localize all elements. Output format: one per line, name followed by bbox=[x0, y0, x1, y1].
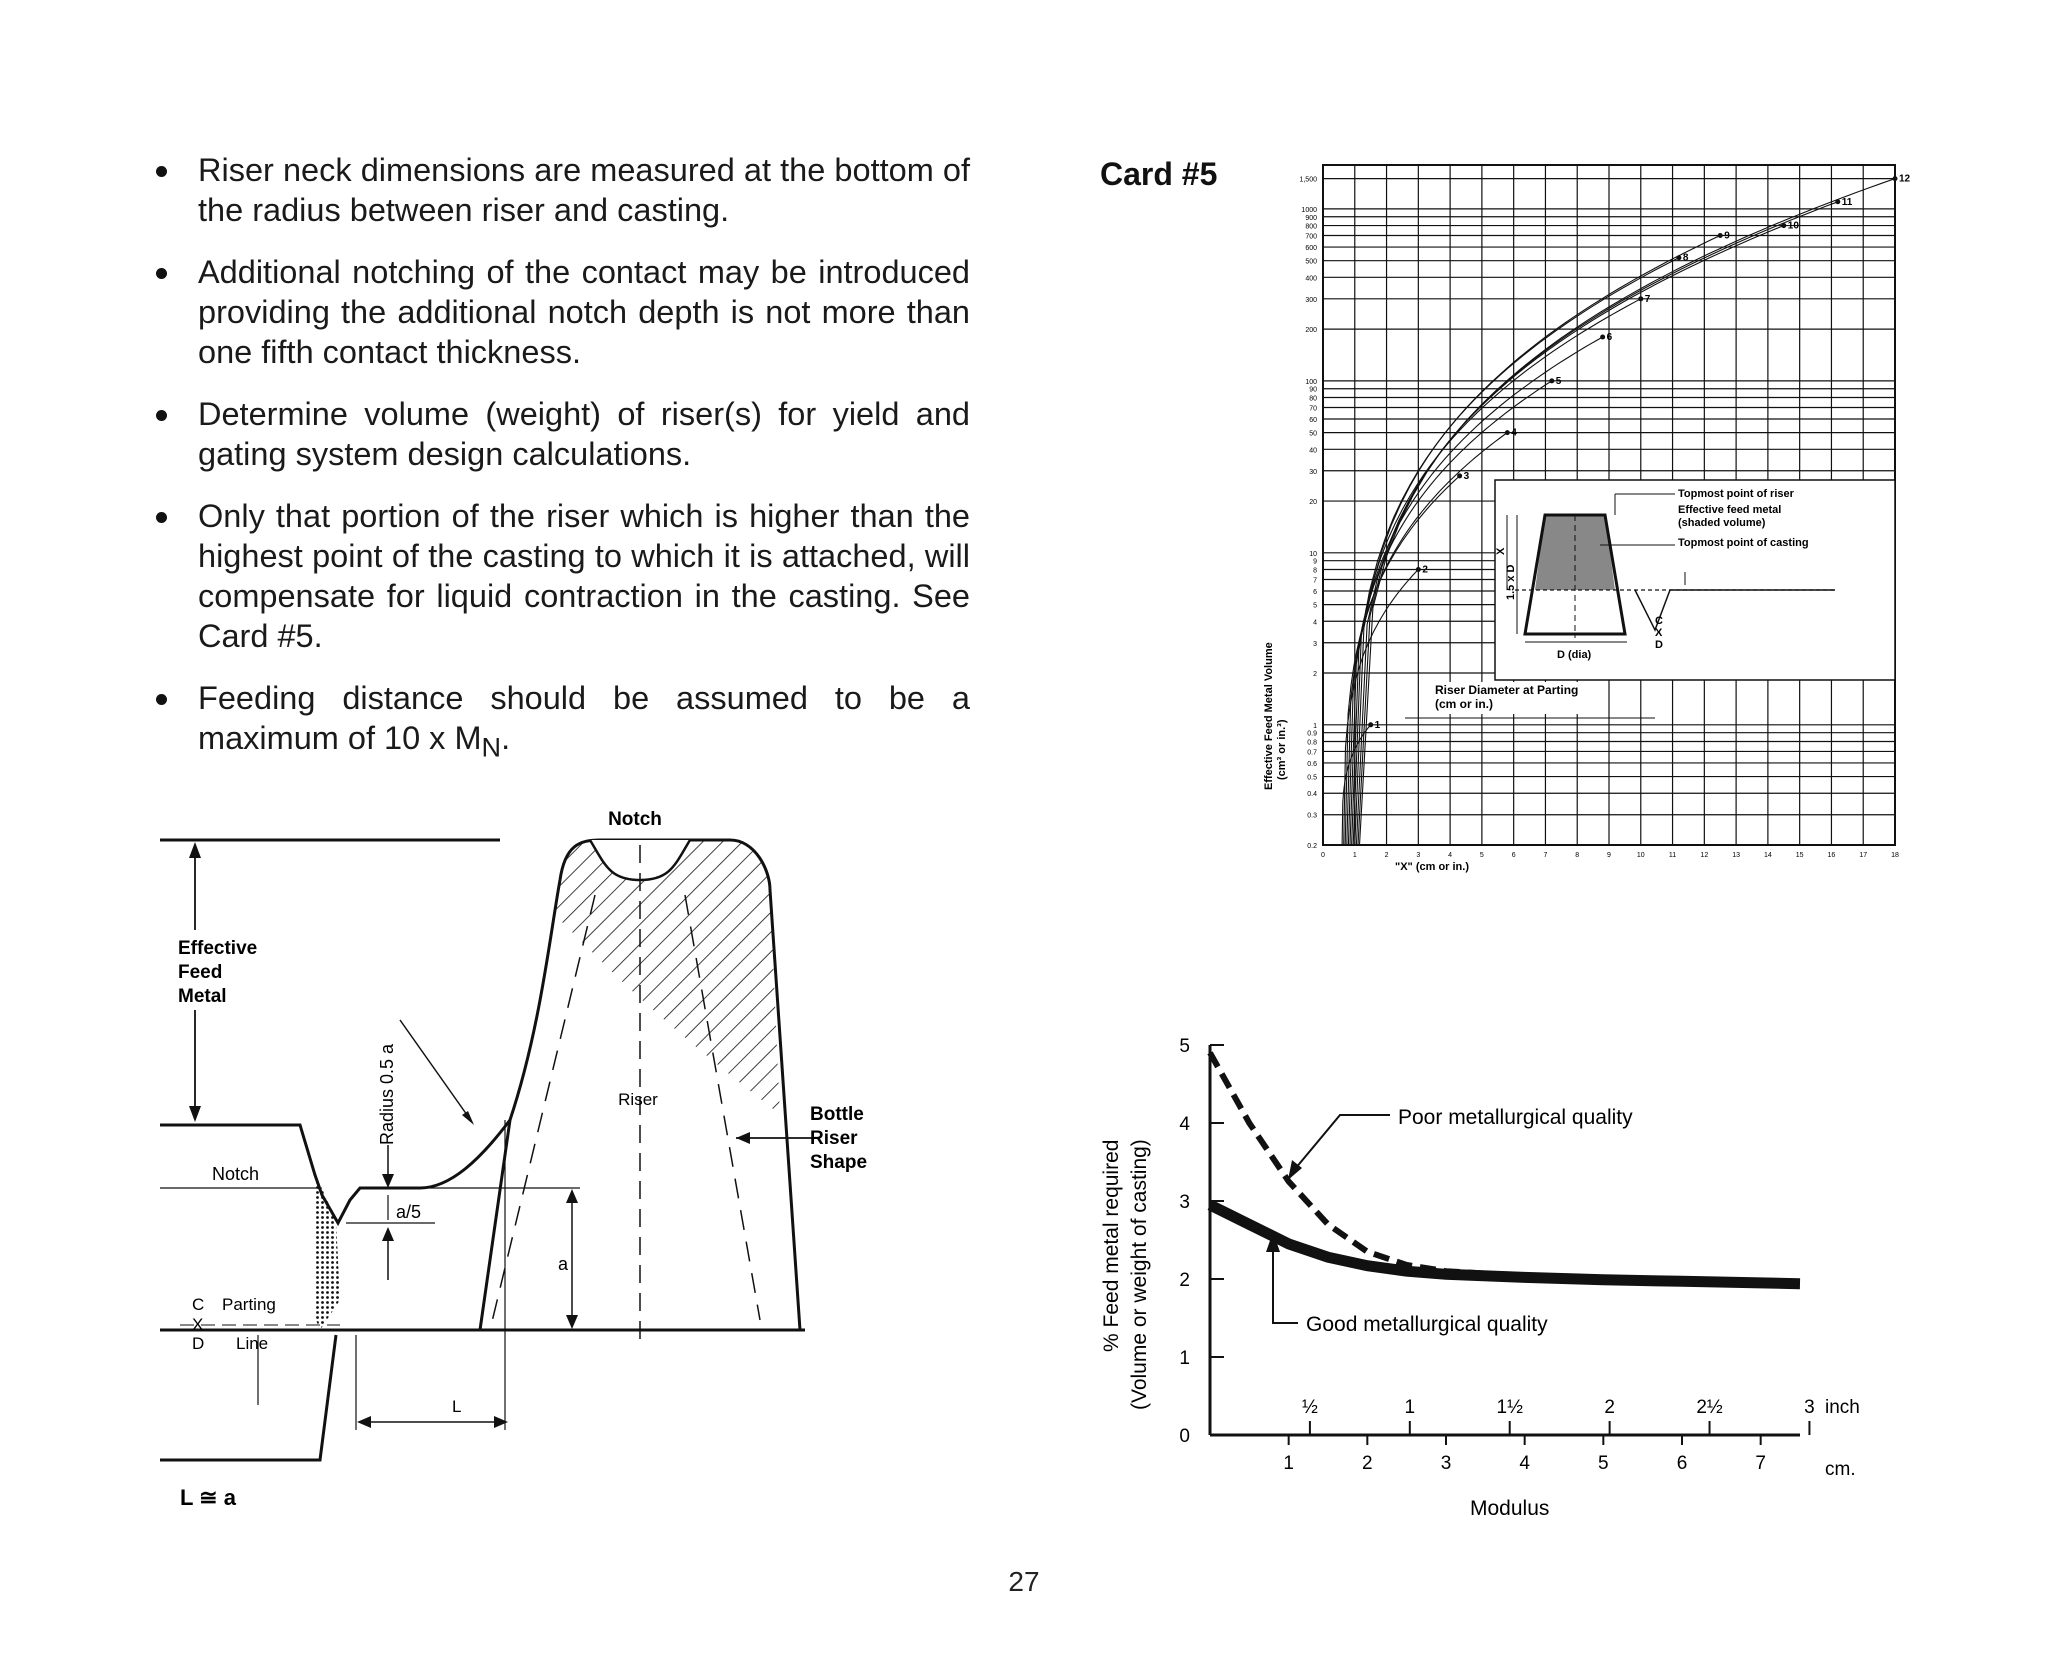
card5-y-tick: 10 bbox=[1309, 550, 1317, 558]
card5-y-tick: 0.4 bbox=[1307, 791, 1317, 799]
card5-y-tick: 6 bbox=[1313, 588, 1317, 596]
feed-inch-tick-label: 2½ bbox=[1696, 1397, 1723, 1418]
bottle-arrow bbox=[736, 1132, 750, 1144]
card5-curve-dot bbox=[1505, 430, 1510, 435]
inset-top-casting: Topmost point of casting bbox=[1678, 537, 1809, 549]
bullet-item: Feeding distance should be assumed to be a maximum of 10 x $M_N$. bbox=[150, 678, 970, 768]
card5-curve-label: 4 bbox=[1511, 427, 1517, 439]
hatched-feed-zone bbox=[550, 840, 800, 1130]
inset-eff-2: (shaded volume) bbox=[1678, 517, 1766, 529]
feed-y-tick-label: 2 bbox=[1179, 1270, 1190, 1291]
card5-x-tick: 6 bbox=[1511, 852, 1516, 859]
bullet-dot bbox=[156, 694, 167, 705]
card5-y-tick: 200 bbox=[1305, 327, 1317, 335]
card5-curve-label: 12 bbox=[1899, 173, 1911, 185]
card5-x-tick: 9 bbox=[1607, 852, 1611, 859]
poor-quality-label: Poor metallurgical quality bbox=[1398, 1106, 1633, 1129]
card5-curve-dot bbox=[1549, 378, 1554, 383]
card5-curve-label: 7 bbox=[1644, 293, 1651, 305]
poor-pointer bbox=[1290, 1115, 1390, 1175]
card5-curve-label: 2 bbox=[1422, 564, 1428, 576]
card5-y-tick: 60 bbox=[1309, 417, 1317, 425]
feed-inch-tick-label: 2 bbox=[1604, 1397, 1615, 1418]
feed-inch-unit: inch bbox=[1825, 1397, 1860, 1418]
card5-y-tick: 1 bbox=[1313, 722, 1317, 730]
good-quality-line bbox=[1210, 1205, 1800, 1284]
card5-curve-label: 10 bbox=[1787, 220, 1799, 232]
card5-y-tick: 0.5 bbox=[1307, 774, 1317, 782]
card5-curve-dot bbox=[1638, 296, 1643, 301]
card5-y-tick: 40 bbox=[1309, 447, 1317, 455]
subscript-n: N bbox=[481, 731, 502, 763]
card5-y-tick: 3 bbox=[1313, 640, 1317, 648]
feed-inch-tick-label: 1 bbox=[1404, 1397, 1416, 1418]
feed-ylabel-2: (Volume or weight of casting) bbox=[1128, 1139, 1151, 1410]
l-arrow-left bbox=[357, 1416, 371, 1428]
feed-xlabel: Modulus bbox=[1470, 1497, 1550, 1520]
card5-x-tick: 12 bbox=[1700, 852, 1709, 859]
card5-ylabel-1: Effective Feed Metal Volume bbox=[1263, 642, 1275, 790]
card5-y-tick: 2 bbox=[1313, 671, 1317, 679]
bullet-item: Riser neck dimensions are measured at the bottom of the radius between riser and casting. bbox=[150, 150, 970, 230]
line-label: Line bbox=[236, 1334, 269, 1353]
card5-y-tick: 0.2 bbox=[1307, 843, 1317, 850]
riser-diam-2: (cm or in.) bbox=[1435, 697, 1494, 711]
card5-curve-label: 5 bbox=[1555, 375, 1562, 387]
inset-d-dia: D (dia) bbox=[1557, 649, 1592, 661]
bullet-dot bbox=[156, 410, 167, 421]
card5-y-tick: 9 bbox=[1313, 558, 1317, 566]
feed-cm-tick-label: 4 bbox=[1519, 1453, 1530, 1474]
card5-y-tick: 4 bbox=[1313, 619, 1317, 627]
card5-y-tick: 1000 bbox=[1301, 206, 1317, 214]
radius-pointer bbox=[400, 1020, 472, 1122]
radius-arrow bbox=[462, 1111, 474, 1125]
card5-curve-label: 8 bbox=[1682, 252, 1689, 264]
feed-label: Feed bbox=[178, 962, 223, 983]
card5-curve-label: 9 bbox=[1724, 230, 1730, 242]
feed-cm-unit: cm. bbox=[1825, 1459, 1856, 1480]
feed-cm-tick-label: 3 bbox=[1440, 1453, 1452, 1474]
card5-x-tick: 7 bbox=[1543, 852, 1548, 859]
card5-y-tick: 100 bbox=[1305, 378, 1317, 386]
card5-y-tick: 1,500 bbox=[1299, 176, 1317, 184]
card5-curve-dot bbox=[1600, 334, 1605, 339]
feed-cm-tick-label: 5 bbox=[1598, 1453, 1609, 1474]
card5-y-tick: 7 bbox=[1313, 577, 1317, 585]
parting-label: Parting bbox=[222, 1295, 276, 1314]
a-arrow-bottom bbox=[566, 1315, 578, 1329]
notch-top-label: Notch bbox=[608, 809, 662, 830]
feed-chart-axes bbox=[1179, 1036, 1859, 1480]
riser-diam-1: Riser Diameter at Parting bbox=[1435, 683, 1579, 697]
feed-y-tick-label: 3 bbox=[1179, 1192, 1190, 1213]
good-pointer bbox=[1273, 1240, 1298, 1323]
bottle-shape-label: Shape bbox=[810, 1152, 868, 1173]
bullet-item: Determine volume (weight) of riser(s) for yield and gating system design calculations. bbox=[150, 394, 970, 474]
card5-y-tick: 0.6 bbox=[1307, 760, 1317, 768]
card-title: Card #5 bbox=[1100, 156, 1218, 192]
feed-y-tick-label: 5 bbox=[1179, 1036, 1190, 1057]
radius-label: Radius 0.5 a bbox=[377, 1043, 397, 1145]
card5-y-tick: 0.9 bbox=[1307, 730, 1317, 738]
bottle-label: Bottle bbox=[810, 1104, 864, 1125]
a5-arrow-head-top bbox=[382, 1174, 394, 1188]
c-label: C bbox=[192, 1295, 205, 1314]
card5-y-tick: 400 bbox=[1305, 275, 1317, 283]
feed-y-tick-label: 4 bbox=[1179, 1114, 1190, 1135]
feed-ylabel-1: % Feed metal required bbox=[1100, 1139, 1123, 1352]
card5-x-tick: 4 bbox=[1448, 852, 1453, 859]
card5-curve-dot bbox=[1457, 473, 1462, 478]
bullet-dot bbox=[156, 512, 167, 523]
x-label: X bbox=[192, 1315, 204, 1334]
card5-y-tick: 50 bbox=[1309, 430, 1317, 438]
inset-c: C bbox=[1655, 615, 1663, 627]
l-label: L bbox=[452, 1397, 462, 1416]
feed-metal-chart bbox=[1090, 1020, 1900, 1540]
bottle-dash-left bbox=[490, 895, 595, 1330]
riser-label: Riser bbox=[618, 1090, 658, 1109]
card5-y-tick: 800 bbox=[1305, 223, 1317, 231]
good-quality-label: Good metallurgical quality bbox=[1306, 1313, 1548, 1336]
casting-lower-outline bbox=[160, 1335, 336, 1460]
card5-curve-dot bbox=[1893, 176, 1898, 181]
d-label: D bbox=[192, 1334, 205, 1353]
bullet-dot bbox=[156, 166, 167, 177]
feed-inch-tick-label: 1½ bbox=[1496, 1397, 1523, 1418]
card5-x-tick: 1 bbox=[1352, 852, 1357, 859]
card5-ylabel-2: (cm³ or in.³) bbox=[1276, 719, 1288, 780]
card5-y-tick: 0.7 bbox=[1307, 749, 1317, 757]
card5-y-tick: 8 bbox=[1313, 567, 1317, 575]
bullet-item: Only that portion of the riser which is higher than the highest point of the casting to which it is attached, will compensate for liquid contraction in the casting. See Card #5. bbox=[150, 496, 970, 656]
feed-cm-tick-label: 7 bbox=[1755, 1453, 1766, 1474]
card5-y-tick: 70 bbox=[1309, 405, 1317, 413]
card5-y-tick: 20 bbox=[1309, 499, 1317, 507]
card5-curve-dot bbox=[1718, 233, 1723, 238]
inset-xx: X bbox=[1655, 627, 1663, 639]
bullet-dot bbox=[156, 268, 167, 279]
dotted-contact bbox=[316, 1175, 340, 1330]
effective-arrow-down bbox=[189, 1106, 201, 1122]
card5-chart bbox=[1255, 160, 1911, 880]
riser-diagram bbox=[150, 800, 910, 1540]
a-arrow-top bbox=[566, 1189, 578, 1203]
card5-y-tick: 90 bbox=[1309, 386, 1317, 394]
card5-x-tick: 0 bbox=[1321, 852, 1325, 859]
card5-x-tick: 15 bbox=[1795, 852, 1804, 859]
feed-cm-tick-label: 1 bbox=[1283, 1453, 1294, 1474]
inset-top-riser: Topmost point of riser bbox=[1678, 488, 1794, 500]
card5-x-tick: 5 bbox=[1479, 852, 1484, 859]
card5-curve-dot bbox=[1368, 722, 1373, 727]
card5-y-tick: 0.8 bbox=[1307, 739, 1317, 747]
feed-inch-tick-label: ½ bbox=[1301, 1397, 1318, 1418]
card5-curve-label: 3 bbox=[1463, 470, 1470, 482]
feed-inch-tick-label: 3 bbox=[1804, 1397, 1815, 1418]
card5-x-tick: 13 bbox=[1732, 852, 1741, 859]
metal-label: Metal bbox=[178, 986, 227, 1007]
card5-y-tick: 500 bbox=[1305, 258, 1317, 266]
card5-x-tick: 2 bbox=[1384, 852, 1389, 859]
card5-x-tick: 18 bbox=[1891, 852, 1899, 859]
l-arrow-right bbox=[494, 1416, 508, 1428]
a-label: a bbox=[558, 1254, 569, 1274]
inset-eff-1: Effective feed metal bbox=[1678, 504, 1782, 516]
card5-y-tick: 700 bbox=[1305, 233, 1317, 241]
l-approx-a-label: L ≅ a bbox=[180, 1485, 236, 1510]
feed-cm-tick-label: 6 bbox=[1676, 1453, 1688, 1474]
a5-label: a/5 bbox=[396, 1202, 422, 1222]
card5-y-tick: 300 bbox=[1305, 296, 1317, 304]
card5-y-tick: 0.3 bbox=[1307, 812, 1317, 820]
card5-y-tick: 600 bbox=[1305, 245, 1317, 253]
card5-x-tick: 8 bbox=[1575, 852, 1580, 859]
card5-x-tick: 11 bbox=[1668, 852, 1677, 859]
bullet-item: Additional notching of the contact may be introduced providing the additional notch depth is not more than one fifth contact thickness. bbox=[150, 252, 970, 372]
card5-curve-dot bbox=[1416, 567, 1421, 572]
card5-curve-label: 1 bbox=[1374, 719, 1381, 731]
card5-xlabel: "X" (cm or in.) bbox=[1395, 861, 1469, 873]
effective-arrow-up bbox=[189, 842, 201, 858]
a5-arrow-head-bottom bbox=[382, 1227, 394, 1241]
inset-15xd: 1.5 x D bbox=[1505, 564, 1517, 600]
feed-y-tick-label: 0 bbox=[1179, 1426, 1190, 1447]
card5-curve-label: 11 bbox=[1841, 196, 1853, 208]
feed-y-tick-label: 1 bbox=[1179, 1348, 1190, 1369]
inset-x: X bbox=[1495, 547, 1507, 555]
effective-label: Effective bbox=[178, 938, 258, 959]
inset-d: D bbox=[1655, 639, 1663, 651]
card5-x-tick: 16 bbox=[1827, 852, 1836, 859]
card5-y-tick: 30 bbox=[1309, 468, 1317, 476]
card5-x-tick: 17 bbox=[1859, 852, 1868, 859]
card5-x-tick: 14 bbox=[1763, 852, 1772, 859]
card5-curve-label: 6 bbox=[1606, 331, 1613, 343]
card5-y-tick: 900 bbox=[1305, 214, 1317, 222]
card5-y-tick: 80 bbox=[1309, 395, 1317, 403]
card5-x-tick: 3 bbox=[1416, 852, 1421, 859]
card5-y-tick: 5 bbox=[1313, 602, 1317, 610]
card5-x-tick: 10 bbox=[1636, 852, 1645, 859]
notch-side-label: Notch bbox=[212, 1164, 260, 1184]
bullet-list bbox=[150, 150, 970, 790]
page-number: 27 bbox=[1008, 1566, 1040, 1597]
bottle-riser-label: Riser bbox=[810, 1128, 858, 1149]
feed-cm-tick-label: 2 bbox=[1362, 1453, 1373, 1474]
